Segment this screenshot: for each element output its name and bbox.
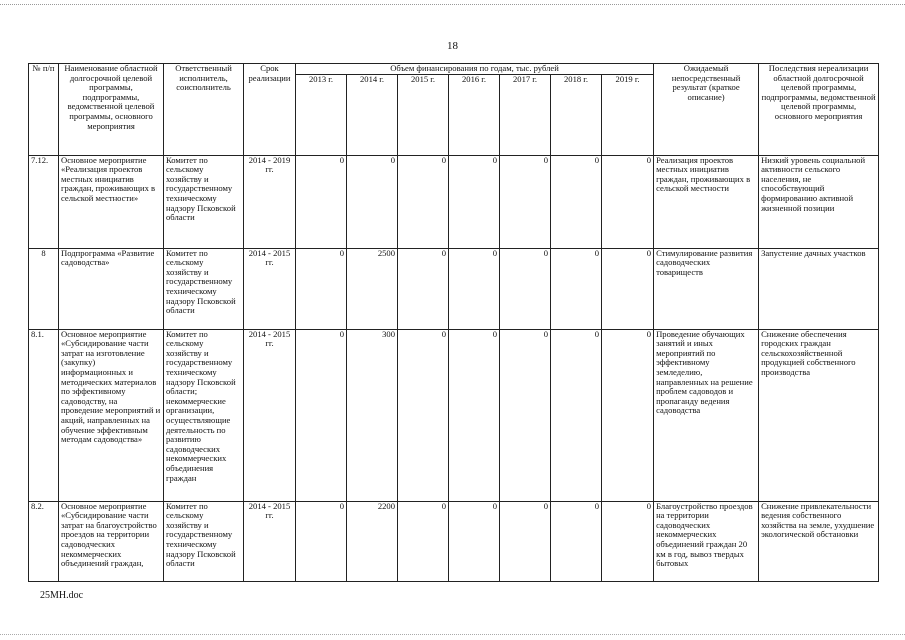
row-value: 0	[449, 329, 500, 501]
row-term: 2014 - 2019 гг.	[244, 155, 296, 248]
row-value: 0	[398, 248, 449, 329]
row-name: Основное мероприятие «Реализация проектов местных инициатив граждан, проживающих в сельской местности»	[59, 155, 164, 248]
header-funding: Объем финансирования по годам, тыс. рублей	[296, 64, 654, 75]
row-consequence: Запустение дачных участков	[759, 248, 879, 329]
row-value: 0	[449, 501, 500, 581]
row-value: 0	[449, 248, 500, 329]
row-value: 0	[500, 329, 551, 501]
row-value: 0	[398, 329, 449, 501]
row-result: Проведение обучающих занятий и иных мероприятий по эффективному земледелию, направленных на решение проблем садоводов и пропаганду ведения садоводства	[654, 329, 759, 501]
row-value: 0	[602, 501, 654, 581]
row-value: 0	[296, 329, 347, 501]
row-name: Основное мероприятие «Субсидирование части затрат на благоустройство проездов на территории садоводческих некоммерческих объединений граждан,	[59, 501, 164, 581]
row-num: 8	[29, 248, 59, 329]
row-value: 0	[449, 155, 500, 248]
row-value: 0	[500, 155, 551, 248]
row-num: 8.1.	[29, 329, 59, 501]
header-year: 2014 г.	[347, 74, 398, 155]
row-value: 0	[398, 501, 449, 581]
row-executor: Комитет по сельскому хозяйству и государственному техническому надзору Псковской области; некоммерческие организации, осуществляющие деятельность по развитию садоводческих некоммерческих объединения граждан	[164, 329, 244, 501]
header-year: 2013 г.	[296, 74, 347, 155]
row-value: 0	[551, 248, 602, 329]
header-year: 2019 г.	[602, 74, 654, 155]
row-result: Стимулирование развития садоводческих товариществ	[654, 248, 759, 329]
row-consequence: Снижение привлекательности ведения собственного хозяйства на земле, ухудшение экологической обстановки	[759, 501, 879, 581]
row-consequence: Снижение обеспечения городских граждан сельскохозяйственной продукцией собственного производства	[759, 329, 879, 501]
row-executor: Комитет по сельскому хозяйству и государственному техническому надзору Псковской области	[164, 501, 244, 581]
header-name: Наименование областной долгосрочной целевой программы, подпрограммы, ведомственной целевой программы, основного мероприятия	[59, 64, 164, 156]
scan-edge-top	[0, 4, 905, 5]
row-executor: Комитет по сельскому хозяйству и государственному техническому надзору Псковской области	[164, 248, 244, 329]
header-year: 2017 г.	[500, 74, 551, 155]
scan-edge-bottom	[0, 634, 905, 635]
table-row	[29, 155, 879, 248]
row-value: 2500	[347, 248, 398, 329]
header-term: Срок реализации	[244, 64, 296, 156]
row-term: 2014 - 2015 гг.	[244, 329, 296, 501]
row-value: 0	[602, 248, 654, 329]
row-consequence: Низкий уровень социальной активности сельского населения, не способствующий формированию активной жизненной позиции	[759, 155, 879, 248]
row-value: 2200	[347, 501, 398, 581]
row-value: 0	[500, 248, 551, 329]
program-table	[28, 63, 879, 582]
page-number: 18	[447, 40, 458, 52]
row-value: 300	[347, 329, 398, 501]
row-value: 0	[296, 155, 347, 248]
header-year: 2016 г.	[449, 74, 500, 155]
row-value: 0	[551, 155, 602, 248]
header-consequence: Последствия нереализации областной долгосрочной целевой программы, подпрограммы, ведомственной целевой программы, основного мероприятия	[759, 64, 879, 156]
table-row	[29, 329, 879, 501]
row-value: 0	[398, 155, 449, 248]
row-name: Подпрограмма «Развитие садоводства»	[59, 248, 164, 329]
row-value: 0	[551, 501, 602, 581]
row-value: 0	[500, 501, 551, 581]
row-num: 7.12.	[29, 155, 59, 248]
row-term: 2014 - 2015 гг.	[244, 501, 296, 581]
row-executor: Комитет по сельскому хозяйству и государственному техническому надзору Псковской области	[164, 155, 244, 248]
header-year: 2018 г.	[551, 74, 602, 155]
header-num: № п/п	[29, 64, 59, 156]
row-value: 0	[296, 501, 347, 581]
header-result: Ожидаемый непосредственный результат (краткое описание)	[654, 64, 759, 156]
footer-filename: 25MH.doc	[40, 590, 84, 601]
header-executor: Ответственный исполнитель, соисполнитель	[164, 64, 244, 156]
row-num: 8.2.	[29, 501, 59, 581]
row-value: 0	[602, 155, 654, 248]
row-result: Реализация проектов местных инициатив граждан, проживающих в сельской местности	[654, 155, 759, 248]
header-row-1	[29, 64, 879, 75]
row-result: Благоустройство проездов на территории садоводческих некоммерческих объединений граждан 20 км в год, вывоз твердых бытовых	[654, 501, 759, 581]
table-row	[29, 248, 879, 329]
row-name: Основное мероприятие «Субсидирование части затрат на изготовление (закупку) информационных и методических материалов по эффективному садоводству, на проведение мероприятий и акций, направленных на обучение эффективным методам садоводства»	[59, 329, 164, 501]
table-row	[29, 501, 879, 581]
header-year: 2015 г.	[398, 74, 449, 155]
row-value: 0	[551, 329, 602, 501]
row-value: 0	[347, 155, 398, 248]
row-value: 0	[602, 329, 654, 501]
row-term: 2014 - 2015 гг.	[244, 248, 296, 329]
row-value: 0	[296, 248, 347, 329]
